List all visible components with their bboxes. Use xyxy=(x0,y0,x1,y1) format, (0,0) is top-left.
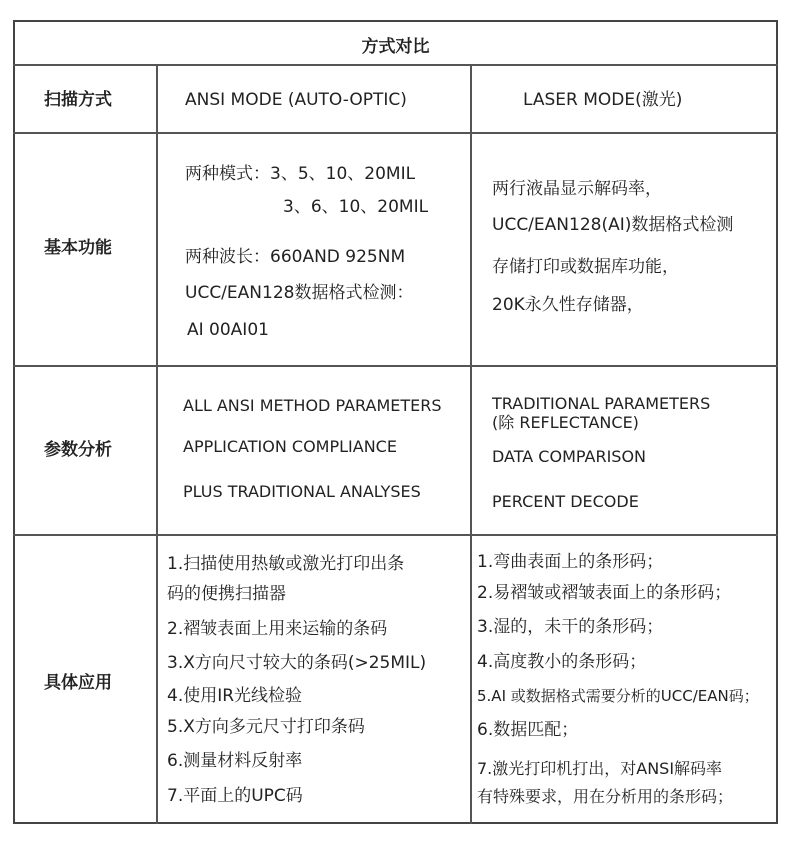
row-divider xyxy=(13,64,778,66)
ansi-param-line: PLUS TRADITIONAL ANALYSES xyxy=(183,482,421,501)
row-divider xyxy=(13,534,778,536)
laser-param-line: PERCENT DECODE xyxy=(492,492,639,511)
ansi-basic-line: 两种波长：660AND 925NM xyxy=(185,247,406,267)
header-ansi-mode: ANSI MODE (AUTO-OPTIC) xyxy=(185,90,407,110)
ansi-app-line: 3.X方向尺寸较大的条码(>25MIL) xyxy=(167,653,427,673)
laser-app-line: 5.AI 或数据格式需要分析的UCC/EAN码； xyxy=(477,687,759,705)
laser-basic-line: 20K永久性存储器， xyxy=(492,295,644,315)
column-divider xyxy=(470,64,472,824)
row-label-parameter-analysis: 参数分析 xyxy=(44,440,112,460)
laser-param-line: TRADITIONAL PARAMETERS xyxy=(492,394,711,413)
laser-basic-line: 存储打印或数据库功能， xyxy=(492,257,679,277)
ansi-app-line: 4.使用IR光线检验 xyxy=(167,686,303,706)
row-label-basic-function: 基本功能 xyxy=(44,238,112,258)
header-scan-method: 扫描方式 xyxy=(44,90,112,110)
laser-app-line: 有特殊要求，用在分析用的条形码； xyxy=(477,787,734,806)
column-divider xyxy=(156,64,158,824)
ansi-app-line: 7.平面上的UPC码 xyxy=(167,786,303,806)
ansi-app-line: 6.测量材料反射率 xyxy=(167,751,303,771)
ansi-app-line: 5.X方向多元尺寸打印条码 xyxy=(167,717,365,737)
laser-app-line: 3.湿的，未干的条形码； xyxy=(477,617,664,637)
header-laser-mode: LASER MODE(激光) xyxy=(523,90,683,110)
laser-basic-line: UCC/EAN128(AI)数据格式检测 xyxy=(492,215,734,235)
ansi-app-line: 2.褶皱表面上用来运输的条码 xyxy=(167,619,388,639)
laser-app-line: 1.弯曲表面上的条形码； xyxy=(477,552,664,572)
row-divider xyxy=(13,132,778,134)
laser-app-line: 6.数据匹配； xyxy=(477,720,579,740)
ansi-basic-line: UCC/EAN128数据格式检测： xyxy=(185,283,414,303)
row-label-application: 具体应用 xyxy=(44,673,112,693)
laser-basic-line: 两行液晶显示解码率， xyxy=(492,179,662,199)
table-title: 方式对比 xyxy=(361,37,430,57)
ansi-param-line: ALL ANSI METHOD PARAMETERS xyxy=(183,396,442,415)
laser-param-line: DATA COMPARISON xyxy=(492,447,646,466)
ansi-basic-line: 3、6、10、20MIL xyxy=(283,197,429,217)
row-divider xyxy=(13,365,778,367)
ansi-basic-line: 两种模式：3、5、10、20MIL xyxy=(185,164,416,184)
ansi-basic-line: AI 00AI01 xyxy=(187,320,269,340)
ansi-param-line: APPLICATION COMPLIANCE xyxy=(183,437,397,456)
ansi-app-line: 码的便携扫描器 xyxy=(167,584,286,604)
laser-param-line: (除 REFLECTANCE) xyxy=(492,413,639,432)
laser-app-line: 7.激光打印机打出，对ANSI解码率 xyxy=(477,759,723,778)
laser-app-line: 2.易褶皱或褶皱表面上的条形码； xyxy=(477,583,732,603)
laser-app-line: 4.高度教小的条形码； xyxy=(477,652,647,672)
ansi-app-line: 1.扫描使用热敏或激光打印出条 xyxy=(167,554,405,574)
